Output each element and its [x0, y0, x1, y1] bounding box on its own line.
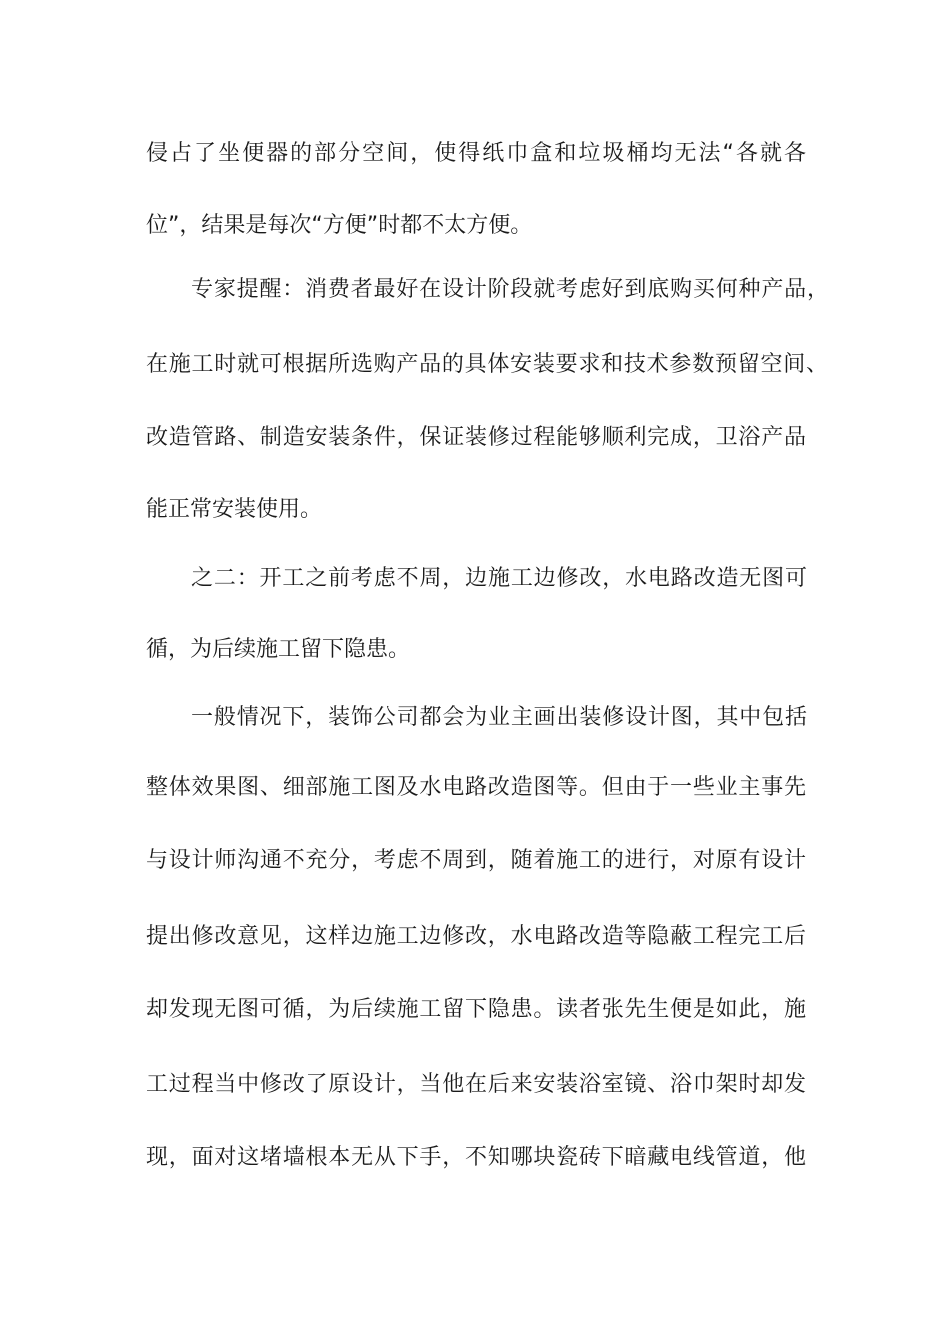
text-line	[0, 917, 950, 957]
text-line-content: 侵占了坐便器的部分空间，使得纸巾盒和垃圾桶均无法“各就各	[146, 141, 806, 166]
text-line	[0, 134, 950, 174]
text-line	[0, 990, 950, 1030]
text-line-content: 整体效果图、细部施工图及水电路改造图等。但由于一些业主事先	[146, 775, 806, 800]
text-line	[0, 490, 950, 530]
text-line	[0, 206, 950, 246]
text-line	[0, 1065, 950, 1105]
text-line	[0, 418, 950, 458]
text-line-content: 位”，结果是每次“方便”时都不太方便。	[146, 213, 533, 238]
text-line-content: 能正常安装使用。	[146, 497, 323, 522]
text-line-content: 工过程当中修改了原设计，当他在后来安装浴室镜、浴巾架时却发	[146, 1072, 806, 1097]
text-line-content: 却发现无图可循，为后续施工留下隐患。读者张先生便是如此，施	[146, 997, 806, 1022]
text-line	[0, 841, 950, 881]
text-line-content: 循，为后续施工留下隐患。	[146, 637, 411, 662]
text-line	[0, 270, 950, 310]
text-line-content: 提出修改意见，这样边施工边修改，水电路改造等隐蔽工程完工后	[146, 924, 806, 949]
text-line-content: 在施工时就可根据所选购产品的具体安装要求和技术参数预留空间、	[146, 352, 828, 377]
text-line-content: 之二：开工之前考虑不周，边施工边修改，水电路改造无图可	[191, 566, 807, 591]
text-line	[0, 1138, 950, 1178]
text-line-content: 一般情况下，装饰公司都会为业主画出装修设计图，其中包括	[191, 705, 807, 730]
text-line	[0, 698, 950, 738]
text-line	[0, 345, 950, 385]
text-line	[0, 559, 950, 599]
text-line-content: 改造管路、制造安装条件，保证装修过程能够顺利完成，卫浴产品	[146, 425, 806, 450]
text-line	[0, 630, 950, 670]
text-line-content: 与设计师沟通不充分，考虑不周到，随着施工的进行，对原有设计	[146, 848, 806, 873]
text-line-content: 专家提醒：消费者最好在设计阶段就考虑好到底购买何种产品，	[191, 277, 829, 302]
text-line-content: 现，面对这堵墙根本无从下手，不知哪块瓷砖下暗藏电线管道，他	[146, 1145, 806, 1170]
text-line	[0, 768, 950, 808]
